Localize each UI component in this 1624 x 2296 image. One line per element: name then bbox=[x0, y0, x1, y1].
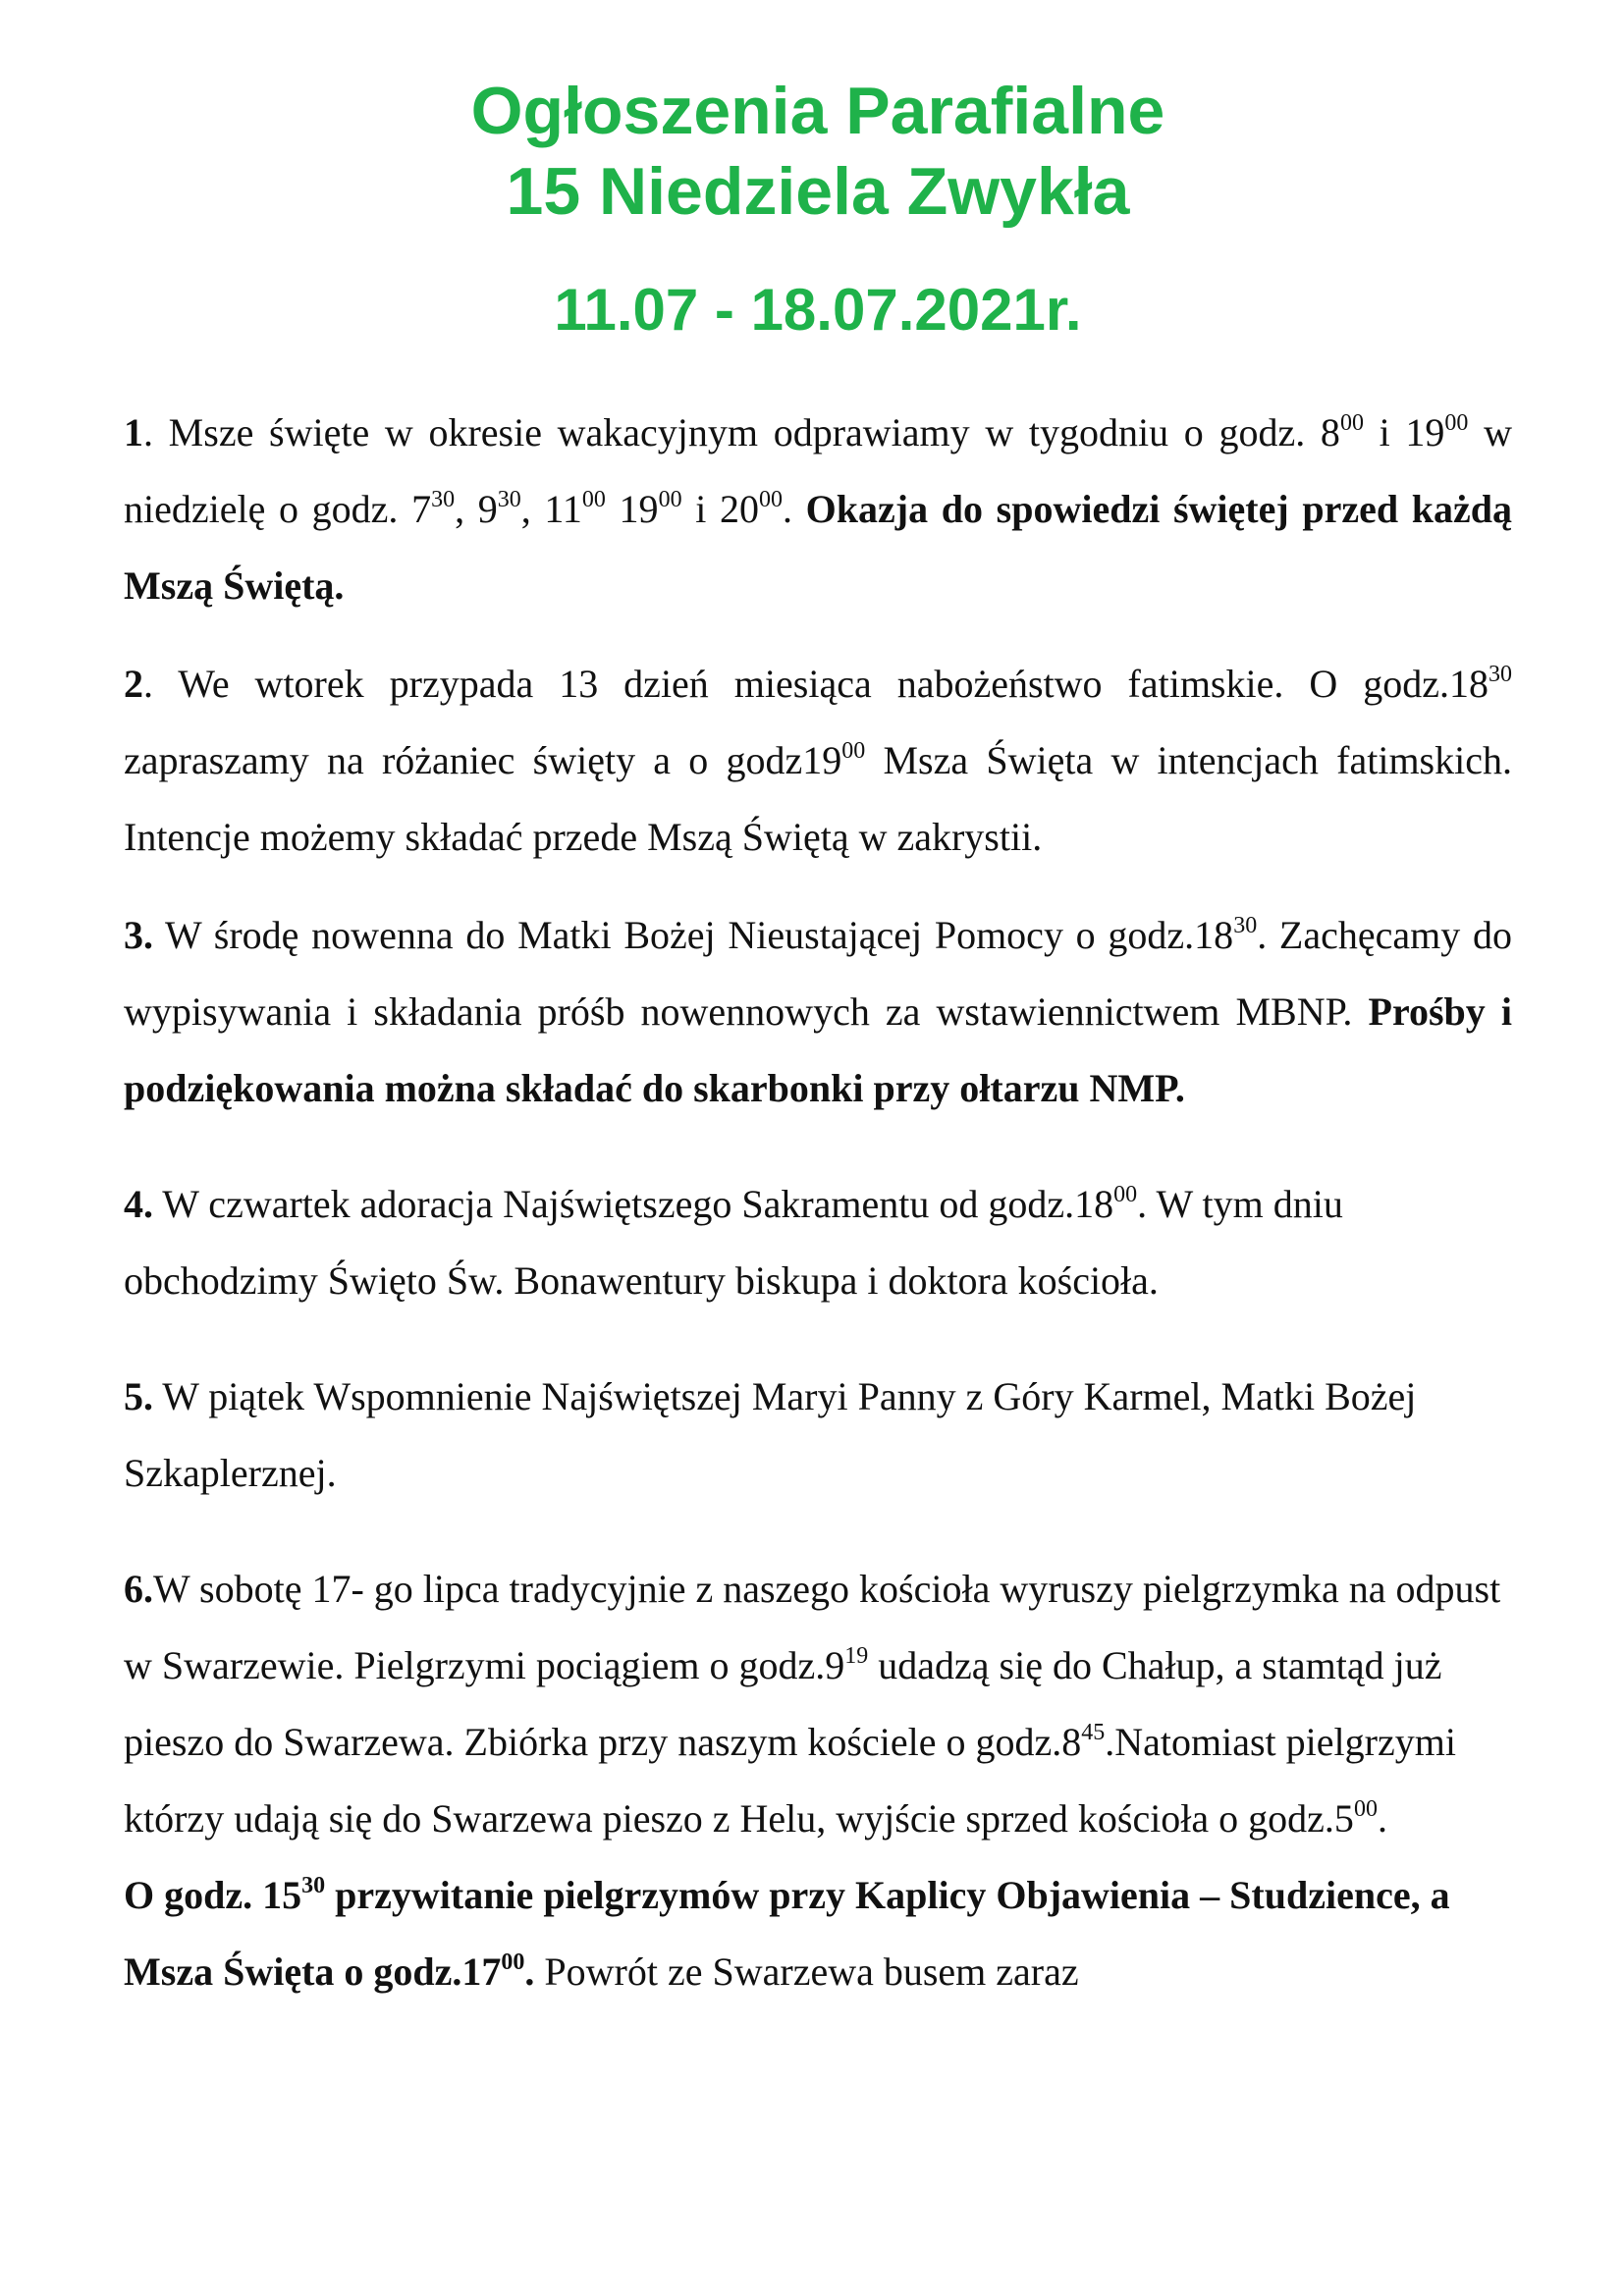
header bbox=[124, 71, 1512, 346]
bold-notice: Okazja do spowiedzi świętej przed każdą Mszą Świętą. bbox=[124, 487, 1513, 608]
title-line-2: 15 Niedziela Zwykła bbox=[506, 154, 1130, 229]
announcement-number: 2 bbox=[124, 662, 143, 706]
announcement-3: 3. W środę nowenna do Matki Bożej Nieustającej Pomocy o $godz.18^{30}$. Zachęcamy do wypisywania i składania próśb nowennowych za wstawiennictwem MBNP. Prośby i podziękowania można składać do skarbonki przy ołtarzu NMP. bbox=[124, 912, 1513, 1110]
announcement-6-continued: O godz. $15^{30}$ przywitanie pielgrzymów przy Kaplicy Objawienia – Studzience, a Msza Święta o $godz.17^{00}$. Powrót ze Swarzewa busem zaraz bbox=[124, 1872, 1450, 1994]
announcement-6: 6.W sobotę 17- go lipca tradycyjnie z naszego kościoła wyruszy pielgrzymka na odpust w Swarzewie. Pielgrzymi pociągiem o $godz.9^{19}$ udadzą się do Chałup, a stamtąd już pieszo do Swarzewa. Zbiórka przy naszym kościele o $godz.8^{45}.Natomiast$ pielgrzymi którzy udają się do Swarzewa pieszo z Helu, wyjście sprzed kościoła o $godz.5^{00}$. bbox=[124, 1567, 1501, 1841]
announcement-2: 2. We wtorek przypada 13 dzień miesiąca nabożeństwo fatimskie. O $godz.18^{30}$ zapraszamy na różaniec święty a o $godz19^{00}$ Msza Święta w intencjach fatimskich. Intencje możemy składać przede Mszą Świętą w zakrystii. bbox=[124, 661, 1512, 859]
announcement-number: 6. bbox=[124, 1567, 153, 1611]
announcements bbox=[124, 395, 1512, 2010]
bold-notice: Prośby i podziękowania można składać do skarbonki przy ołtarzu NMP. bbox=[124, 989, 1513, 1110]
announcement-number: 3. bbox=[124, 913, 153, 957]
announcement-number: 1 bbox=[124, 410, 143, 454]
announcement-5: 5. W piątek Wspomnienie Najświętszej Maryi Panny z Góry Karmel, Matki Bożej Szkaplerznej. bbox=[124, 1374, 1417, 1495]
title-line-1: Ogłoszenia Parafialne bbox=[470, 74, 1165, 148]
announcement-number: 5. bbox=[124, 1374, 153, 1418]
announcement-1: 1. Msze święte w okresie wakacyjnym odprawiamy w tygodniu o godz. $8^{00}$ i $19^{00}$ w niedzielę o godz. $7^{30}$, $9^{30}$, $11^{00}$ $19^{00}$ i $20^{00}$. Okazja do spowiedzi świętej przed każdą Mszą Świętą. bbox=[124, 409, 1513, 608]
announcement-4: 4. W czwartek adoracja Najświętszego Sakramentu od $godz.18^{00}$. W tym dniu obchodzimy Święto Św. Bonawentury biskupa i doktora kościoła. bbox=[124, 1181, 1343, 1303]
announcement-number: 4. bbox=[124, 1182, 153, 1226]
date-range: 11.07 - 18.07.2021r. bbox=[554, 277, 1082, 343]
bold-notice: O godz. $15^{30}$ przywitanie pielgrzymów przy Kaplicy Objawienia – Studzience, a Msza Święta o $godz.17^{00}$. bbox=[124, 1872, 1450, 1994]
